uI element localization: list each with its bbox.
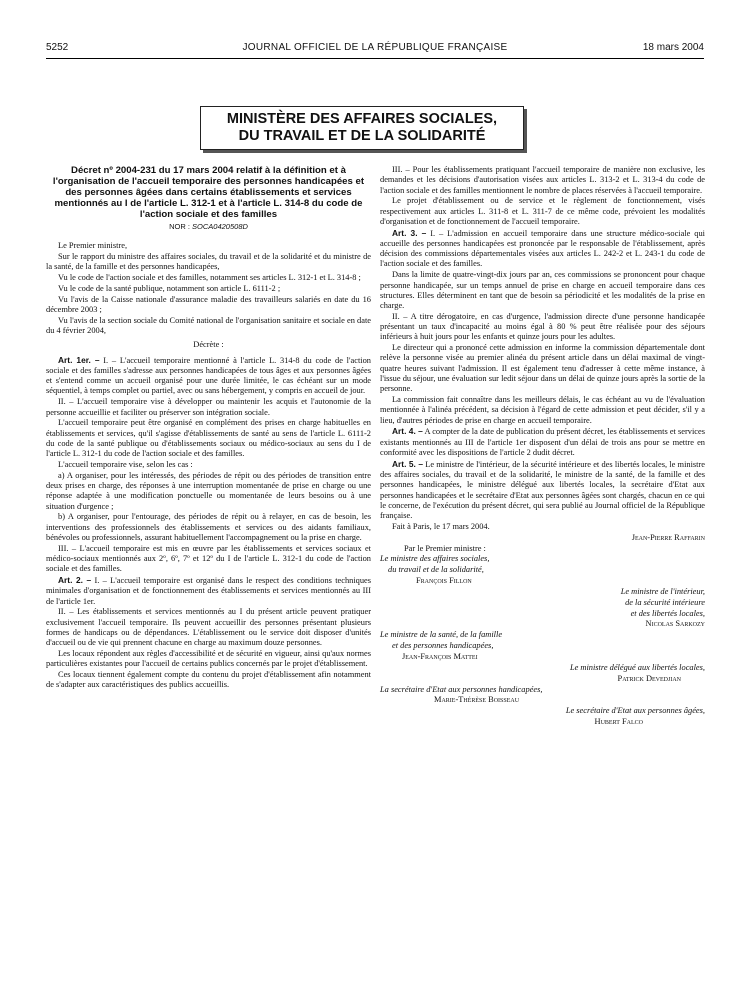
article-label: Art. 2. – xyxy=(58,575,92,586)
header-rule xyxy=(46,58,704,59)
paragraph: III. – Pour les établissements pratiquant l'accueil temporaire de manière non exclusive, les demandes et les décisions d'autorisation visées aux articles L. 313-2 et L. 313-4 du code de l'action sociale et des familles mentionnent le nombre de places réservées à l'accueil temporaire. xyxy=(380,165,705,195)
paragraph: La commission fait connaître dans les meilleurs délais, le cas échéant au vu de l'évaluation mentionnée à l'alinéa précédent, sa décision à l'égard de cette admission et peut décider, s'il y a lieu, d'autres périodes de prise en charge en accueil temporaire. xyxy=(380,395,705,425)
paragraph: a) A organiser, pour les intéressés, des périodes de répit ou des périodes de transition entre deux prises en charge, des réponses à une interruption momentanée de prise en charge ou une réponse adaptée à une modification ponctuelle ou momentanée de leurs besoins ou à une situation d'urgence ; xyxy=(46,470,371,511)
min-social-2: du travail et de la solidarité, xyxy=(388,565,484,575)
decrete-heading: Décrète : xyxy=(193,340,224,350)
article-label: Art. 1er. – xyxy=(58,354,100,365)
nor-code: SOCA0420508D xyxy=(192,222,248,231)
article-text: I. – L'admission en accueil temporaire dans une structure médico-sociale qui accueille des personnes handicapées est prononcée par le responsable de l'établissement, après décision des commissions départementales visées aux articles L. 242-2 et L. 243-1 du code de l'action sociale et des familles. xyxy=(380,228,705,269)
signature-mattei: Jean-François Mattei xyxy=(402,651,478,661)
paragraph: Le projet d'établissement ou de service et le règlement de fonctionnement, visés respectivement aux articles L. 311-8 et L. 311-7 de ce même code, prévoient les modalités d'organisation et de fonctionnement de l'accueil temporaire. xyxy=(380,196,705,226)
article-5 xyxy=(380,459,705,522)
left-column xyxy=(46,165,371,691)
min-sante-1: Le ministre de la santé, de la famille xyxy=(380,630,503,640)
nor-label: NOR : xyxy=(169,222,190,231)
page-header xyxy=(46,42,704,58)
right-column xyxy=(380,165,705,728)
paragraph: L'accueil temporaire peut être organisé en complément des prises en charge habituelles en établissements et services, qu'il s'agisse d'établissements de santé au sens de l'article L. 6111-2 du code de la santé publique ou d'établissements sociaux ou médico-sociaux au sens du I de l'article L. 312-1 du code de l'action sociale et des familles. xyxy=(46,418,371,459)
paragraph: II. – L'accueil temporaire vise à développer ou maintenir les acquis et l'autonomie de la personne accueillie et faciliter ou préserver son intégration sociale. xyxy=(46,397,371,417)
signature-fillon: François Fillon xyxy=(416,576,472,586)
paragraph: Dans la limite de quatre-vingt-dix jours par an, ces commissions se prononcent pour chaque personne handicapée, sur un temps annuel de prise en charge en accueil temporaire dans ces structures. Elles déterminent en tant que de besoin sa périodicité et les modalités de la prise en charge. xyxy=(380,270,705,311)
ministry-box xyxy=(200,106,524,150)
paragraph: L'accueil temporaire vise, selon les cas : xyxy=(58,460,193,469)
min-int-3: et des libertés locales, xyxy=(630,608,705,618)
journal-title: JOURNAL OFFICIEL DE LA RÉPUBLIQUE FRANÇAISE xyxy=(242,42,508,53)
article-text: A compter de la date de publication du présent décret, les établissements et services existants mentionnés au III de l'article 1er disposent d'un délai de trois ans pour se mettre en conformité avec les dispositions de l'article 2 dudit décret. xyxy=(380,427,705,457)
paragraph: Sur le rapport du ministre des affaires sociales, du travail et de la solidarité et du ministre de la santé, de la famille et des personnes handicapées, xyxy=(46,252,371,272)
ministry-line-1: MINISTÈRE DES AFFAIRES SOCIALES, xyxy=(226,111,498,127)
decree-title: Décret nº 2004-231 du 17 mars 2004 relatif à la définition et à l'organisation de l'accueil temporaire des personnes handicapées et des personnes âgées dans certains établissements et services mentionnés au I de l'article L. 312-1 et à l'article L. 314-8 du code de l'action sociale et des familles xyxy=(52,165,365,220)
sec-handi: La secrétaire d'Etat aux personnes handicapées, xyxy=(380,684,543,694)
by-pm: Par le Premier ministre : xyxy=(404,543,486,553)
article-label: Art. 3. – xyxy=(392,227,427,238)
article-3 xyxy=(380,228,705,270)
paragraph: Les locaux répondent aux règles d'accessibilité et de sécurité en vigueur, ainsi qu'aux normes particulières existantes pour l'accueil de certains publics concernés par le projet d'établissement. xyxy=(46,649,371,669)
min-social-1: Le ministre des affaires sociales, xyxy=(380,554,490,564)
signature-pm: Jean-Pierre Raffarin xyxy=(631,532,705,542)
min-int-2: de la sécurité intérieure xyxy=(625,597,705,607)
article-2 xyxy=(46,575,371,607)
paragraph: b) A organiser, pour l'entourage, des périodes de répit ou à relayer, en cas de besoin, les interventions des professionnels des établissements et services ou des aidants familiaux, bénévoles ou professionnels, assurant habituellement l'accompagnement ou la prise en charge. xyxy=(46,512,371,542)
signature-devedjian: Patrick Devedjian xyxy=(617,673,681,683)
signature-sarkozy: Nicolas Sarkozy xyxy=(645,619,705,629)
sec-agees: Le secrétaire d'Etat aux personnes âgées, xyxy=(565,706,705,716)
min-int-1: Le ministre de l'intérieur, xyxy=(620,586,705,596)
article-text: I. – L'accueil temporaire est organisé dans le respect des conditions techniques minimales d'organisation et de fonctionnement des établissements et services mentionnés au III de l'article 1er. xyxy=(46,576,372,606)
article-1 xyxy=(46,355,371,397)
paragraph: III. – L'accueil temporaire est mis en œuvre par les établissements et services sociaux et médico-sociaux mentionnés aux 2º, 6º, 7º et 12º du I de l'article L. 312-1 du code de l'action sociale et des familles. xyxy=(46,543,371,574)
paragraph: Ces locaux tiennent également compte du contenu du projet d'établissement afin notamment de s'adapter aux caractéristiques des publics accueillis. xyxy=(46,670,371,690)
article-label: Art. 5. – xyxy=(392,458,423,469)
paragraph: Le directeur qui a prononcé cette admission en informe la commission départementale dont relève la personne visée au premier alinéa du présent article dans un délai maximal de vingt-quatre heures suivant l'admission. Il est également tenu d'adresser à cette même instance, à l'issue du séjour, une évaluation sur ledit séjour dans un délai de quinze jours après la sortie de la personne. xyxy=(380,343,705,394)
paragraph: Le Premier ministre, xyxy=(58,241,128,251)
page-number: 5252 xyxy=(46,42,69,53)
signature-boisseau: Marie-Thérèse Boisseau xyxy=(434,695,520,705)
min-sante-2: et des personnes handicapées, xyxy=(392,641,494,651)
paragraph: Vu le code de l'action sociale et des familles, notamment ses articles L. 312-1 et L. 314-8 ; xyxy=(58,273,361,283)
min-lib: Le ministre délégué aux libertés locales, xyxy=(569,662,705,672)
paragraph: Vu le code de la santé publique, notamment son article L. 6111-2 ; xyxy=(58,284,281,294)
paragraph: Vu l'avis de la section sociale du Comité national de l'organisation sanitaire et sociale en date du 4 février 2004, xyxy=(46,315,371,336)
nor-reference xyxy=(46,222,371,232)
ministry-line-2: DU TRAVAIL ET DE LA SOLIDARITÉ xyxy=(238,128,486,144)
article-4 xyxy=(380,426,705,458)
paragraph: II. – A titre dérogatoire, en cas d'urgence, l'admission directe d'une personne handicapée présentant un taux d'incapacité au moins égal à 80 % peut être réalisée pour des séjours inférieurs à huit jours pour les enfants et quinze jours pour les adultes. xyxy=(380,311,705,342)
article-text: Le ministre de l'intérieur, de la sécurité intérieure et des libertés locales, le ministre des affaires sociales, du travail et de la solidarité, le ministre de la santé, de la famille et des personnes handicapées, le ministre délégué aux libertés locales, la secrétaire d'Etat aux personnes handicapées et le secrétaire d'Etat aux personnes âgées sont chargés, chacun en ce qui le concerne, de l'exécution du présent décret, qui sera publié au Journal officiel de la République française. xyxy=(380,459,706,520)
paragraph: Vu l'avis de la Caisse nationale d'assurance maladie des travailleurs salariés en date du 16 décembre 2003 ; xyxy=(46,294,371,315)
issue-date: 18 mars 2004 xyxy=(642,42,704,53)
article-text: I. – L'accueil temporaire mentionné à l'article L. 314-8 du code de l'action sociale et des familles s'adresse aux personnes handicapées de tous âges et aux personnes âgées et s'entend comme un accueil organisé pour une durée limitée, le cas échéant sur un mode séquentiel, à temps complet ou partiel, avec ou sans hébergement, y compris en accueil de jour. xyxy=(46,355,371,396)
article-label: Art. 4. – xyxy=(392,426,423,437)
done-at: Fait à Paris, le 17 mars 2004. xyxy=(392,521,490,531)
signature-falco: Hubert Falco xyxy=(594,717,643,727)
paragraph: II. – Les établissements et services mentionnés au I du présent article peuvent pratiquer exclusivement l'accueil temporaire. Ils peuvent accueillir des personnes présentant plusieurs formes de handicaps ou de dépendances. L'établissement ou le service doit disposer d'unités d'accueil ou de vie qui prennent chacune en charge au maximum douze personnes. xyxy=(46,607,371,648)
